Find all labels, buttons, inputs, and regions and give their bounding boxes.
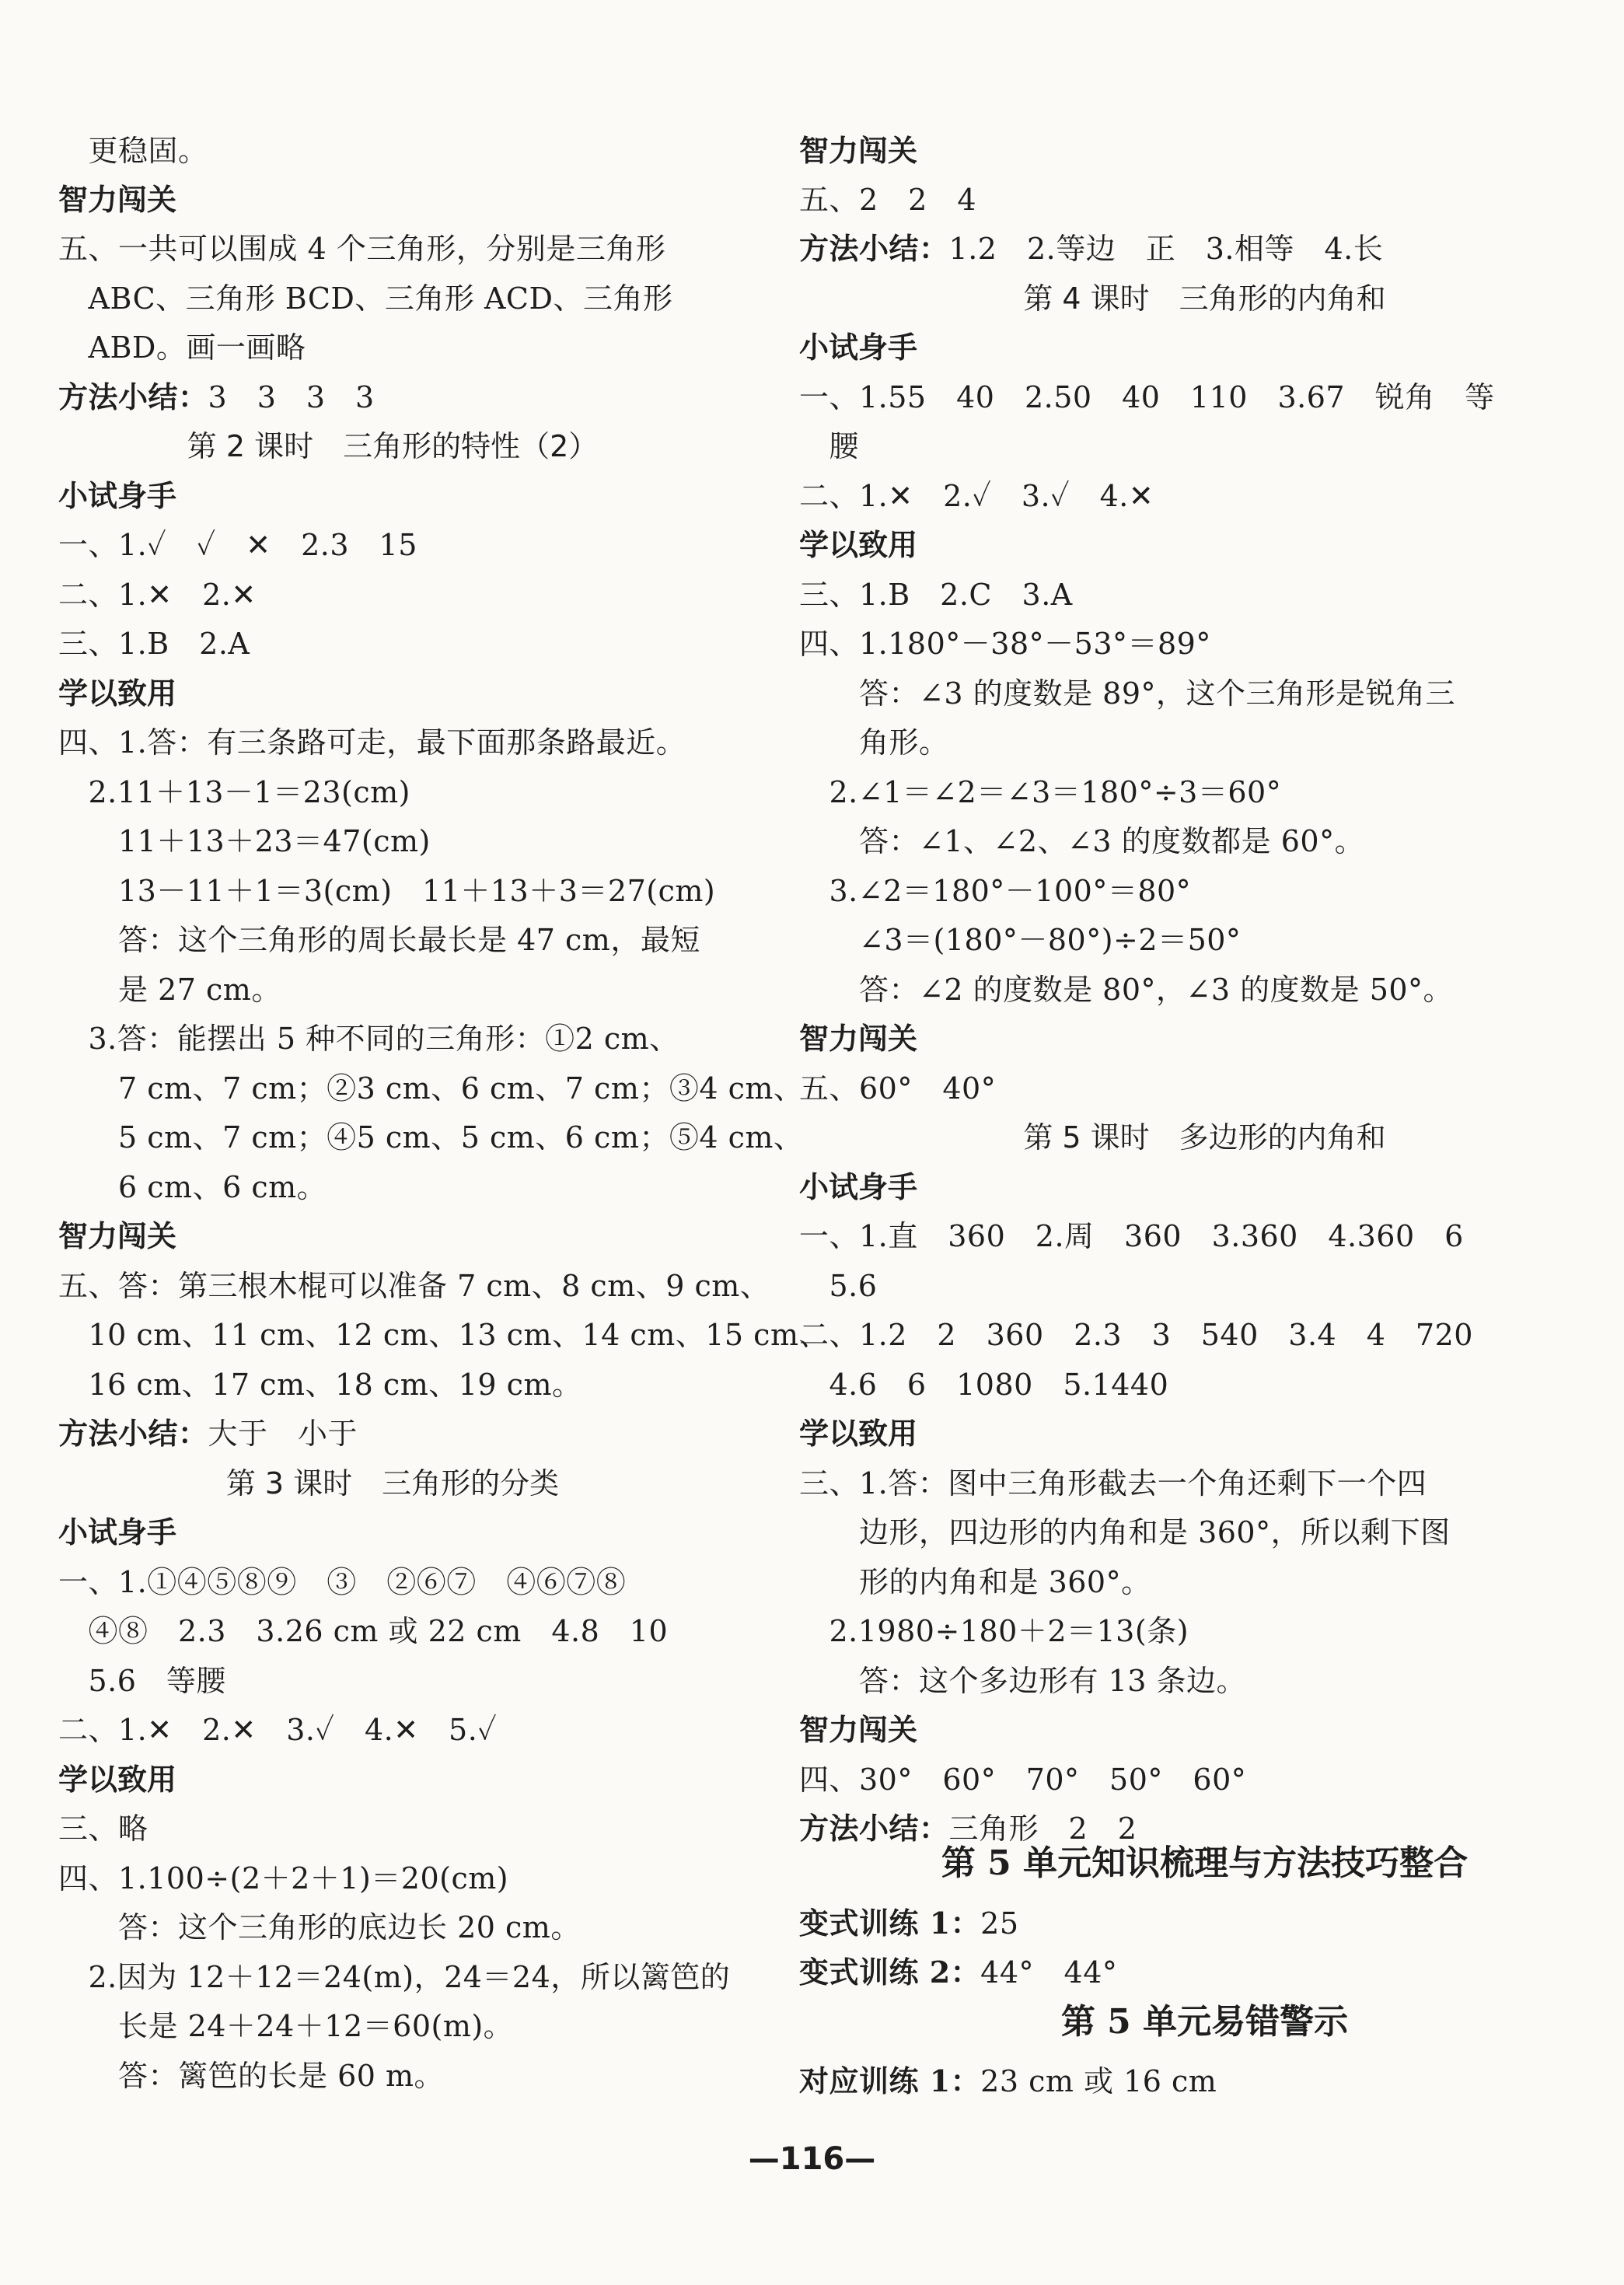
answer-line: 二、1.✕ 2.✕ 3.✓ 4.✕ 5.✓ bbox=[58, 1713, 498, 1747]
method-summary-text: 1.2 2.等边 正 3.相等 4.长 bbox=[948, 232, 1384, 266]
section-heading: 智力闯关 bbox=[58, 183, 177, 217]
answer-line: 更稳固。 bbox=[58, 134, 208, 168]
section-heading: 学以致用 bbox=[799, 1417, 918, 1451]
section-heading: 小试身手 bbox=[799, 1170, 918, 1204]
answer-line: 一、1.直 360 2.周 360 3.360 4.360 6 bbox=[799, 1219, 1464, 1253]
answer-line: 5 cm、7 cm；④5 cm、5 cm、6 cm；⑤4 cm、 bbox=[58, 1120, 804, 1155]
answer-line: 答：这个三角形的周长最长是 47 cm，最短 bbox=[58, 923, 700, 957]
answer-line: 答：这个三角形的底边长 20 cm。 bbox=[58, 1910, 581, 1944]
answer-line: 5.6 bbox=[799, 1269, 878, 1303]
answer-line: 答：这个多边形有 13 条边。 bbox=[799, 1664, 1247, 1698]
method-summary bbox=[799, 230, 1383, 267]
answer-line: 边形，四边形的内角和是 360°，所以剩下图 bbox=[799, 1515, 1451, 1550]
method-summary bbox=[58, 379, 375, 416]
answer-line: ABD。画一画略 bbox=[58, 330, 306, 365]
answer-line: 三、1.B 2.C 3.A bbox=[799, 578, 1073, 612]
answer-line: 6 cm、6 cm。 bbox=[58, 1170, 327, 1204]
variant-training-label: 变式训练 1： bbox=[799, 1906, 981, 1941]
section-heading: 学以致用 bbox=[58, 1763, 177, 1797]
answer-line: 形的内角和是 360°。 bbox=[799, 1565, 1151, 1599]
lesson-title: 第 5 课时 多边形的内角和 bbox=[1023, 1120, 1386, 1155]
answer-line: 三、1.答：图中三角形截去一个角还剩下一个四 bbox=[799, 1466, 1427, 1501]
method-summary-text: 三角形 2 2 bbox=[948, 1812, 1137, 1846]
answer-line: 长是 24＋24＋12＝60(m)。 bbox=[58, 2009, 514, 2043]
corresponding-training-text: 23 cm 或 16 cm bbox=[980, 2064, 1217, 2098]
method-summary-label: 方法小结： bbox=[799, 231, 949, 266]
lesson-title: 第 3 课时 三角形的分类 bbox=[225, 1466, 560, 1501]
answer-line: 三、略 bbox=[58, 1812, 148, 1846]
method-summary-label: 方法小结： bbox=[58, 379, 208, 414]
answer-line: 2.1980÷180＋2＝13(条) bbox=[799, 1614, 1189, 1648]
section-heading: 智力闯关 bbox=[799, 134, 918, 168]
method-summary-text: 3 3 3 3 bbox=[208, 380, 375, 414]
answer-line: 一、1.✓ ✓ ✕ 2.3 15 bbox=[58, 528, 417, 562]
answer-line: 二、1.✕ 2.✕ bbox=[58, 578, 257, 612]
page-number: —116— bbox=[748, 2141, 876, 2177]
method-summary-label: 方法小结： bbox=[58, 1416, 208, 1451]
method-summary-text: 大于 小于 bbox=[208, 1417, 358, 1451]
answer-line: ∠3＝(180°－80°)÷2＝50° bbox=[799, 923, 1242, 957]
answer-line: 三、1.B 2.A bbox=[58, 627, 250, 661]
answer-line: 二、1.2 2 360 2.3 3 540 3.4 4 720 bbox=[799, 1318, 1473, 1352]
answer-line: 2.11＋13－1＝23(cm) bbox=[58, 775, 410, 809]
answer-line: 7 cm、7 cm；②3 cm、6 cm、7 cm；③4 cm、 bbox=[58, 1071, 804, 1106]
section-heading: 智力闯关 bbox=[799, 1713, 918, 1747]
lesson-title: 第 4 课时 三角形的内角和 bbox=[1023, 281, 1386, 316]
method-summary-label: 方法小结： bbox=[799, 1811, 949, 1846]
answer-line: 五、2 2 4 bbox=[799, 183, 977, 217]
answer-line: 2.∠1＝∠2＝∠3＝180°÷3＝60° bbox=[799, 775, 1282, 809]
answer-line: 四、30° 60° 70° 50° 60° bbox=[799, 1763, 1247, 1797]
answer-line: 五、一共可以围成 4 个三角形，分别是三角形 bbox=[58, 232, 666, 266]
corresponding-training-label: 对应训练 1： bbox=[799, 2063, 981, 2098]
answer-line: 3.∠2＝180°－100°＝80° bbox=[799, 874, 1192, 908]
answer-line: 5.6 等腰 bbox=[58, 1664, 226, 1698]
variant-training bbox=[799, 1905, 1019, 1942]
answer-line: 4.6 6 1080 5.1440 bbox=[799, 1368, 1169, 1402]
answer-line: 四、1.100÷(2＋2＋1)＝20(cm) bbox=[58, 1861, 509, 1895]
answer-line: ABC、三角形 BCD、三角形 ACD、三角形 bbox=[58, 281, 673, 316]
variant-training-text: 25 bbox=[980, 1906, 1019, 1941]
method-summary bbox=[799, 1810, 1137, 1847]
answer-line: 答：篱笆的长是 60 m。 bbox=[58, 2059, 445, 2093]
section-heading: 学以致用 bbox=[799, 528, 918, 562]
answer-line: 四、1.180°－38°－53°＝89° bbox=[799, 627, 1211, 661]
answer-line: ④⑧ 2.3 3.26 cm 或 22 cm 4.8 10 bbox=[58, 1614, 669, 1648]
section-heading: 小试身手 bbox=[58, 1515, 177, 1550]
answer-line: 角形。 bbox=[799, 725, 949, 760]
section-heading: 小试身手 bbox=[58, 479, 177, 513]
answer-line: 是 27 cm。 bbox=[58, 973, 281, 1007]
answer-line: 答：∠3 的度数是 89°，这个三角形是锐角三 bbox=[799, 676, 1456, 711]
answer-line: 13－11＋1＝3(cm) 11＋13＋3＝27(cm) bbox=[58, 874, 716, 908]
lesson-title: 第 2 课时 三角形的特性（2） bbox=[187, 429, 599, 463]
answer-line: 一、1.55 40 2.50 40 110 3.67 锐角 等 bbox=[799, 380, 1495, 414]
variant-training-text: 44° 44° bbox=[980, 1955, 1118, 1990]
section-heading: 学以致用 bbox=[58, 676, 177, 711]
answer-line: 腰 bbox=[799, 429, 860, 463]
section-heading: 智力闯关 bbox=[58, 1219, 177, 1253]
method-summary bbox=[58, 1415, 358, 1452]
answer-line: 五、60° 40° bbox=[799, 1071, 997, 1106]
answer-line: 一、1.①④⑤⑧⑨ ③ ②⑥⑦ ④⑥⑦⑧ bbox=[58, 1565, 627, 1599]
corresponding-training bbox=[799, 2063, 1217, 2100]
answer-line: 10 cm、11 cm、12 cm、13 cm、14 cm、15 cm、 bbox=[58, 1318, 829, 1352]
answer-line: 3.答：能摆出 5 种不同的三角形：①2 cm、 bbox=[58, 1022, 679, 1056]
variant-training bbox=[799, 1954, 1117, 1991]
answer-line: 四、1.答：有三条路可走，最下面那条路最近。 bbox=[58, 725, 686, 760]
answer-line: 二、1.✕ 2.✓ 3.✓ 4.✕ bbox=[799, 479, 1154, 513]
unit-title: 第 5 单元知识梳理与方法技巧整合 bbox=[941, 1843, 1469, 1883]
variant-training-label: 变式训练 2： bbox=[799, 1955, 981, 1990]
answer-line: 五、答：第三根木棍可以准备 7 cm、8 cm、9 cm、 bbox=[58, 1269, 770, 1303]
unit-title: 第 5 单元易错警示 bbox=[1060, 2002, 1349, 2042]
section-heading: 小试身手 bbox=[799, 330, 918, 365]
answer-line: 答：∠2 的度数是 80°，∠3 的度数是 50°。 bbox=[799, 973, 1454, 1007]
answer-line: 16 cm、17 cm、18 cm、19 cm。 bbox=[58, 1368, 582, 1402]
answer-line: 11＋13＋23＝47(cm) bbox=[58, 824, 431, 858]
answer-line: 答：∠1、∠2、∠3 的度数都是 60°。 bbox=[799, 824, 1365, 858]
section-heading: 智力闯关 bbox=[799, 1022, 918, 1056]
answer-line: 2.因为 12＋12＝24(m)，24＝24，所以篱笆的 bbox=[58, 1960, 731, 1994]
